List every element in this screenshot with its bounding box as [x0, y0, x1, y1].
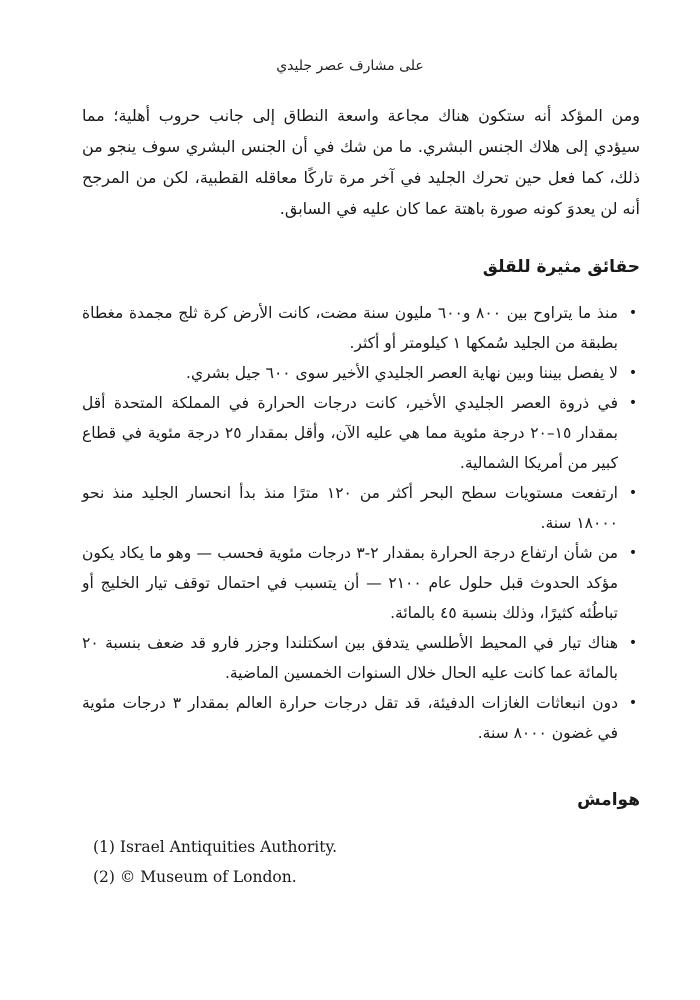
fact-text: في ذروة العصر الجليدي الأخير، كانت درجات الحرارة في المملكة المتحدة أقل بمقدار ١٥–٢٠ درجة مئوية مما هي عليه الآن، وأقل بمقدار ٢٥ درجة مئوية في قطاع كبير من أمريكا الشمالية. — [82, 394, 618, 472]
bullet-icon: • — [628, 365, 638, 381]
fact-text: هناك تيار في المحيط الأطلسي يتدفق بين اسكتلندا وجزر فارو قد ضعف بنسبة ٢٠ بالمائة عما كانت عليه الحال خلال السنوات الخمسين الماضية. — [82, 634, 618, 682]
notes-list — [93, 832, 593, 892]
fact-text: دون انبعاثات الغازات الدفيئة، قد تقل درجات حرارة العالم بمقدار ٣ درجات مئوية في غضون ٨٠٠٠ سنة. — [82, 694, 618, 742]
fact-text: من شأن ارتفاع درجة الحرارة بمقدار ٢-٣ درجات مئوية فحسب — وهو ما يكاد يكون مؤكد الحدوث قبل حلول عام ٢١٠٠ — أن يتسبب في احتمال توقف تيار الخليج أو تباطُئه كثيرًا، وذلك بنسبة ٤٥ بالمائة. — [82, 544, 619, 622]
fact-item — [82, 628, 640, 688]
note-item: (2) © Museum of London. — [93, 868, 297, 886]
running-head: على مشارف عصر جليدي — [276, 58, 424, 74]
fact-item — [82, 388, 640, 478]
intro-paragraph — [82, 100, 640, 224]
bullet-icon: • — [628, 695, 638, 711]
notes-heading: هوامش — [577, 790, 640, 810]
fact-item — [82, 538, 640, 628]
fact-item — [82, 358, 640, 388]
fact-item — [82, 688, 640, 748]
bullet-icon: • — [628, 545, 638, 561]
bullet-icon: • — [628, 635, 638, 651]
fact-text: منذ ما يتراوح بين ٨٠٠ و٦٠٠ مليون سنة مضت، كانت الأرض كرة ثلج مجمدة مغطاة بطبقة من الجليد سُمكها ١ كيلومتر أو أكثر. — [82, 304, 618, 352]
facts-heading: حقائق مثيرة للقلق — [482, 257, 640, 277]
fact-item — [82, 478, 640, 538]
fact-text: لا يفصل بيننا وبين نهاية العصر الجليدي الأخير سوى ٦٠٠ جيل بشري. — [186, 364, 618, 382]
facts-list — [82, 298, 640, 748]
fact-item — [82, 298, 640, 358]
bullet-icon: • — [628, 485, 638, 501]
intro-text: ومن المؤكد أنه ستكون هناك مجاعة واسعة النطاق إلى جانب حروب أهلية؛ مما سيؤدي إلى هلاك الجنس البشري. ما من شك في أن الجنس البشري سوف ينجو من ذلك، كما فعل حين تحرك الجليد في آخر مرة تاركًا معاقله القطبية، لكن من المرجح أنه لن يعدوَ كونه صورة باهتة عما كان عليه في السابق. — [82, 106, 640, 218]
note-item: (1) Israel Antiquities Authority. — [93, 838, 338, 856]
bullet-icon: • — [628, 305, 638, 321]
bullet-icon: • — [628, 395, 638, 411]
fact-text: ارتفعت مستويات سطح البحر أكثر من ١٢٠ مترًا منذ بدأ انحسار الجليد منذ نحو ١٨٠٠٠ سنة. — [82, 484, 618, 532]
